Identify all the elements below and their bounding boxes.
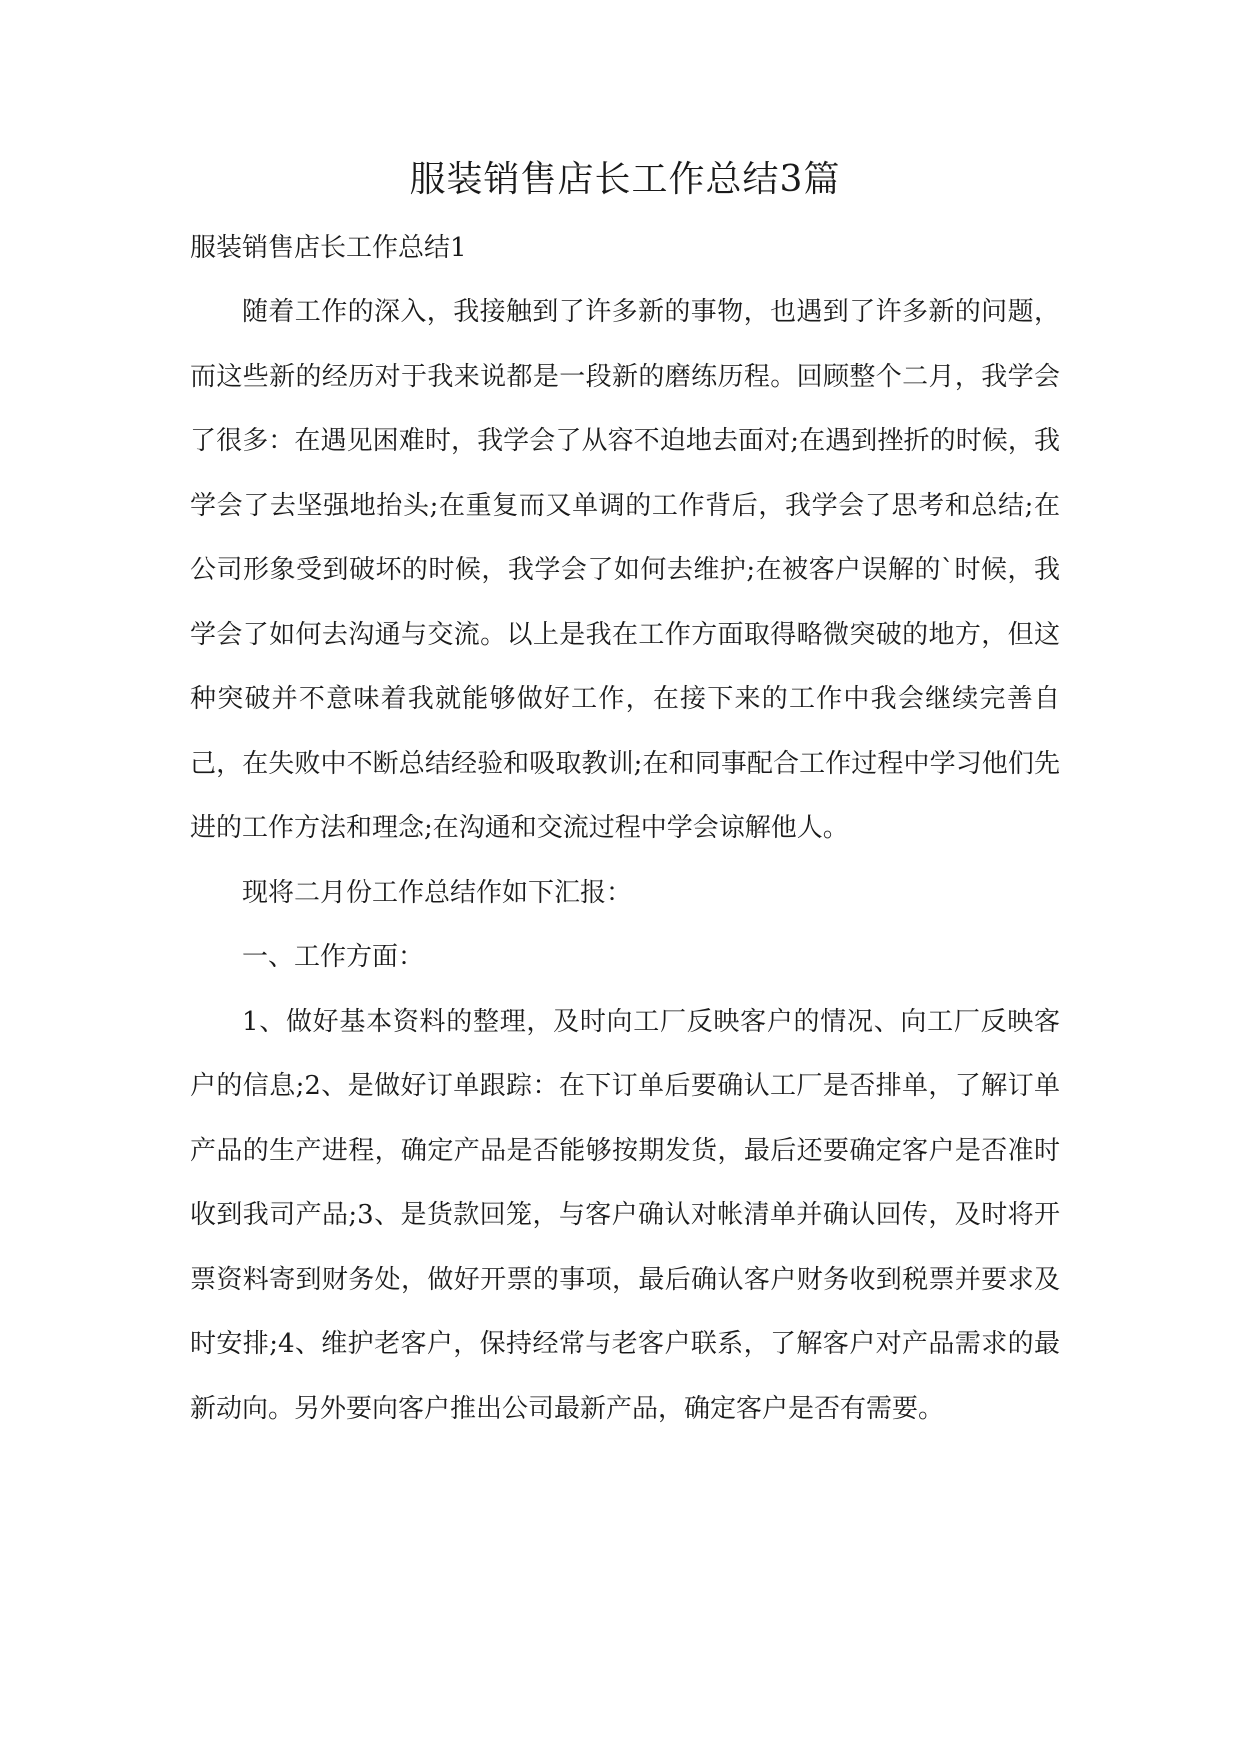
document-body: [190, 150, 1060, 1441]
document-title: 服装销售店长工作总结3篇: [409, 159, 841, 200]
paragraph-report-lead: 现将二月份工作总结作如下汇报：: [242, 877, 633, 908]
paragraph-work-details: 1、做好基本资料的整理，及时向工厂反映客户的情况、向工厂反映客户的信息;2、是做好订单跟踪：在下订单后要确认工厂是否排单，了解订单产品的生产进程，确定产品是否能够按期发货，最后还要确定客户是否准时收到我司产品;3、是货款回笼，与客户确认对帐清单并确认回传，及时将开票资料寄到财务处，做好开票的事项，最后确认客户财务收到税票并要求及时安排;4、维护老客户，保持经常与老客户联系，了解客户对产品需求的最新动向。另外要向客户推出公司最新产品，确定客户是否有需要。: [190, 1006, 1060, 1424]
section-heading: 服装销售店长工作总结1: [190, 233, 467, 263]
paragraph-work-heading: 一、工作方面：: [242, 942, 425, 972]
paragraph-intro: 随着工作的深入，我接触到了许多新的事物，也遇到了许多新的问题，而这些新的经历对于我来说都是一段新的磨练历程。回顾整个二月，我学会了很多：在遇见困难时，我学会了从容不迫地去面对;在遇到挫折的时候，我学会了去坚强地抬头;在重复而又单调的工作背后，我学会了思考和总结;在公司形象受到破坏的时候，我学会了如何去维护;在被客户误解的`时候，我学会了如何去沟通与交流。以上是我在工作方面取得略微突破的地方，但这种突破并不意味着我就能够做好工作，在接下来的工作中我会继续完善自己，在失败中不断总结经验和吸取教训;在和同事配合工作过程中学习他们先进的工作方法和理念;在沟通和交流过程中学会谅解他人。: [190, 297, 1060, 843]
